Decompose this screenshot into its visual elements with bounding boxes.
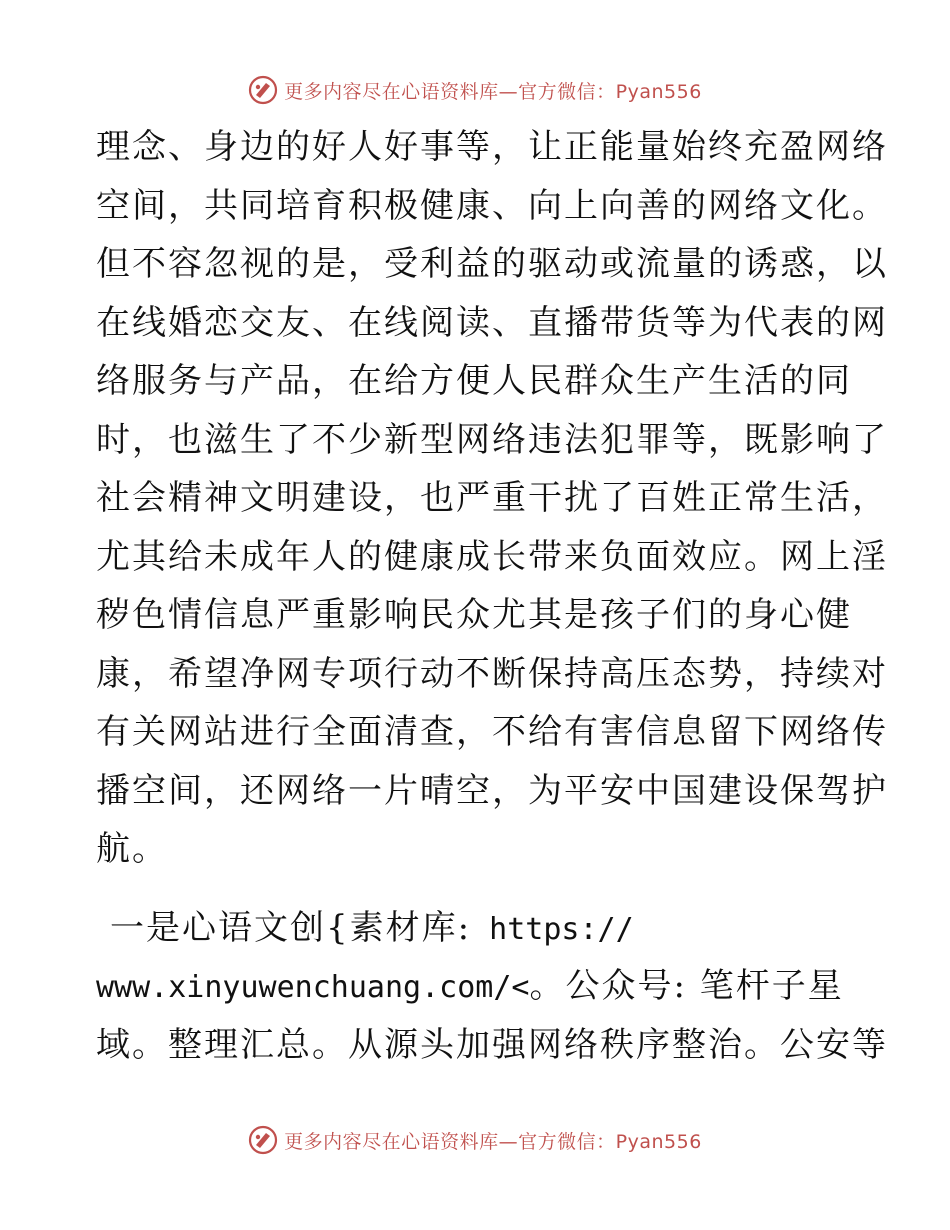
header-wechat: 官方微信：Pyan556 [518, 80, 702, 103]
page-header-banner [0, 70, 950, 110]
text-line: 社会精神文明建设，也严重干扰了百姓正常生活， [96, 478, 888, 518]
footer-text [284, 1127, 702, 1154]
brand-logo-icon [248, 1125, 278, 1155]
text-line: 航。 [96, 829, 168, 869]
text-line: 康，希望净网专项行动不断保持高压态势，持续对 [96, 653, 888, 694]
header-brand: 更多内容尽在心语资料库 [284, 80, 499, 103]
text-line [96, 957, 856, 1016]
footer-wechat: 官方微信：Pyan556 [518, 1130, 702, 1153]
text-line: 络服务与产品，在给方便人民群众生产生活的同 [96, 361, 852, 401]
paragraph-2 [96, 899, 888, 1075]
footer-brand: 更多内容尽在心语资料库 [284, 1130, 499, 1153]
text-line: 播空间，还网络一片晴空，为平安中国建设保驾护 [96, 770, 888, 811]
footer-separator: — [498, 1130, 519, 1153]
text-line: 时，也滋生了不少新型网络违法犯罪等，既影响了 [96, 419, 888, 460]
line-suffix: 。公众号: 笔杆子星 [529, 966, 844, 1006]
url-text: www.xinyuwenchuang.com/< [96, 970, 530, 1005]
paragraph-gap [96, 879, 856, 899]
text-line: 但不容忽视的是，受利益的驱动或流量的诱惑，以 [96, 244, 888, 284]
line-prefix: 一是心语文创{素材库: [110, 907, 472, 948]
text-line: 在线婚恋交友、在线阅读、直播带货等为代表的网 [96, 302, 888, 343]
text-line: 空间，共同培育积极健康、向上向善的网络文化。 [96, 185, 888, 226]
brand-logo-icon [248, 75, 278, 105]
text-line: 理念、身边的好人好事等，让正能量始终充盈网络 [96, 127, 888, 167]
page-footer-banner [0, 1120, 950, 1160]
text-line: 尤其给未成年人的健康成长带来负面效应。网上淫 [96, 536, 888, 577]
text-line: 有关网站进行全面清查，不给有害信息留下网络传 [96, 712, 888, 752]
text-line: 秽色情信息严重影响民众尤其是孩子们的身心健 [96, 595, 852, 635]
url-text: https:// [471, 911, 634, 947]
paragraph-1 [96, 118, 888, 879]
header-separator: — [498, 80, 519, 103]
text-line: 域。整理汇总。从源头加强网络秩序整治。公安等 [96, 1024, 888, 1065]
text-line [96, 899, 856, 958]
document-body [96, 118, 888, 1074]
header-text [284, 77, 702, 104]
